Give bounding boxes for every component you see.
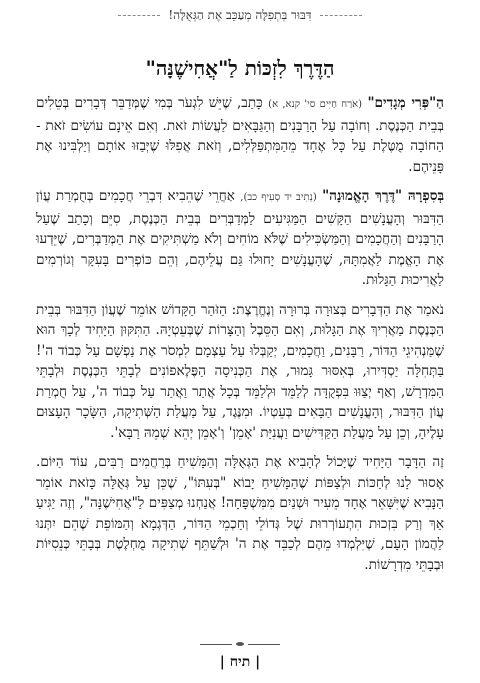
ornament-line-right bbox=[248, 644, 280, 645]
paragraph-3-text: נֹאמַר אֶת הַדְּבָרִים בְּצוּרָה בְּרוּרָה וְנֶחֱרֶצֶת: הַזֹּהַר הַקָּדוֹשׁ אוֹמֵר שֶׁעֲוֹן הַדִּבּוּר בְּבֵית הַכְּנֶסֶת מַאֲרִיךְ אֶת הַגָּלוּת, וְאִם הַסֵּבֶל וְהַצָּרוֹת שֶׁבְּעֵטְיָהּ. הַתִּקּוּן הַיָּחִיד לְכָךְ הוּא שֶׁמַּנְהִיגֵי הַדּוֹר, רַבָּנִים, וַחֲכָמִים, יְקַבְּלוּ עַל עַצְמָם לִמְסֹר אֶת נַפְשָׁם עַל כְּבוֹד ה'! בַּתְּחִלָּה יַסְדִּירוּ, בְּאִסּוּר גָּמוּר, אֶת הַכְּנִיסָה הַפֶּלֶאפוֹנִים לְבָתֵּי הַכְּנֶסֶת וּלְבָתֵּי הַמִּדְרָשׁ, וְאַף יְצַוּוּ בִּפְקֻדָּה לְלַמֵּד וּלְלַמֵּד בְּכָל אֲתַר וַאֲתַר עַל כְּבוֹד ה', עַל חֻמְרַת עֲוֹן הַדִּבּוּר, וְהָעֳנָשִׁים הַבָּאִים בְּעֵטְיוֹ. וּמִנֶּגֶד, עַל מַעֲלַת הַשְּׁתִיקָה, הַשָּׂכָר הָעָצוּם עָלֶיהָ, וְכֵן עַל מַעֲלַת הַקַּדִּישִׁים וַעֲנִיַּת 'אָמֵן' וְ'אָמֵן יְהֵא שְׁמֵהּ רַבָּא'. bbox=[36, 301, 444, 441]
paragraph-1-text: כָּתַב, שֶׁיֵּשׁ לִגְעֹר בְּמִי שֶׁמְּדַבֵּר דְּבָרִים בְּטֵלִים בְּבֵית הַכְּנֶסֶת. וְחוֹבָה עַל הָרַבָּנִים וְהַגַּבָּאִים לַעֲשׂוֹת זֹאת. וְאִם אֵינָם עוֹשִׂים זֹאת - הַחוֹבָה מֻטֶּלֶת עַל כָּל אֶחָד מֵהַמִּתְפַּלְּלִים, וְזֹאת אֲפִלּוּ שֶׁיְּבַזּוּ אוֹתָם וְיַלְבִּינוּ אֶת פָּנֵיהֶם. bbox=[36, 95, 444, 175]
running-header bbox=[0, 8, 480, 23]
header-rule-left bbox=[118, 15, 160, 16]
paragraph-2 bbox=[36, 186, 444, 291]
body-text bbox=[36, 93, 444, 584]
page-number: | תיח | bbox=[219, 654, 261, 670]
header-rule-right bbox=[320, 15, 362, 16]
paragraph-4-text: זֶה הַדָּבָר הַיָּחִיד שֶׁיָּכוֹל לְהָבִיא אֶת הַגְּאֻלָּה וְהַמָּשִׁיחַ בְּרַחֲמִים רַבִּים, עוֹד הַיּוֹם. אָסוּר לָנוּ לְחַכּוֹת וּלְצַפּוֹת שֶׁהַמָּשִׁיחַ יָבוֹא "בְּעִתּוֹ", שֶׁכֵּן עַל גְּאֻלָּה כָּזֹאת אוֹמֵר הַנָּבִיא שֶׁיִּשָּׁאֵר אֶחָד מֵעִיר וּשְׁנַיִם מִמִּשְׁפָּחָה! אֲנַחְנוּ מְצַפִּים לַ"אֲחִישֶׁנָּה", וְזֶה יַגִּיעַ אַךְ וְרַק בִּזְכוּת הִתְעוֹרְרוּת שֶׁל גְּדוֹלֵי וְחַכְמֵי הַדּוֹר, הַדְּגְמָא וְהַמּוֹפֵת שֶׁהֵם יִתְּנוּ לַהֲמוֹן הָעָם, שֶׁיִּלְמְדוּ מֵהֶם לְכַבֵּד אֶת ה' וּלְשַׁתֵּף שְׁתִיקָה מֻחְלֶטֶת בְּבָתֵּי כְּנֵסִיּוֹת וּבְבָתֵּי מִדְרָשׁוֹת. bbox=[36, 454, 444, 573]
paragraph-2-citation: (נְתִיב יד סְעִיף כב), bbox=[240, 192, 317, 203]
ornament-dot bbox=[236, 642, 244, 646]
paragraph-1 bbox=[36, 93, 444, 177]
paragraph-1-lead: הַ"פְּרִי מְגָדִים" bbox=[367, 95, 444, 111]
footer-ornament bbox=[0, 642, 480, 646]
section-title: הַדֶּרֶךְ לִזְכּוֹת לַ"אֲחִישֶׁנָּה" bbox=[145, 56, 335, 80]
paragraph-4 bbox=[36, 452, 444, 575]
paragraph-2-lead: בְּסִפְרָהּ "דֶּרֶךְ הָאֱמוּנָה" bbox=[322, 188, 445, 204]
paragraph-3 bbox=[36, 300, 444, 444]
running-title: דִּבּוּר בְּתְפִלָּה מְעַכֵּב אֶת הַגְּאֻלָּה! bbox=[168, 8, 312, 22]
paragraph-1-citation: (אֹרַח חַיִּים סי' קנא, א) bbox=[268, 99, 363, 110]
ornament-line-left bbox=[200, 644, 232, 645]
paragraph-2-text: אַחֲרֵי שֶׁהֵבִיא דִּבְרֵי חֲכָמִים בְּחֻמְרַת עֲוֹן הַדִּבּוּר וְהָעֳנָשִׁים הַקָּשִׁים הַמַּגִּיעִים לַמְּדַבְּרִים בְּבֵית הַכְּנֶסֶת, סִיֵּם וְכָתַב שֶׁעַל הָרַבָּנִים וְהַחֲכָמִים וְהַמַּשְׂכִּילִים שֶׁלֹּא מוֹחִים וְלֹא מַשְׁתִּיקִים אֶת הַמְּדַבְּרִים, שֶׁיֵּדְעוּ אֶת הָאֱמֶת לַאֲמִתָּהּ, שֶׁהָעֳנָשִׁים יָחוּלוּ גַּם עֲלֵיהֶם, וְהֵם כּוֹפְרִים בָּעִקָּר וְגוֹרְמִים לַאֲרִיכוּת הַגָּלוּת. bbox=[36, 188, 444, 288]
